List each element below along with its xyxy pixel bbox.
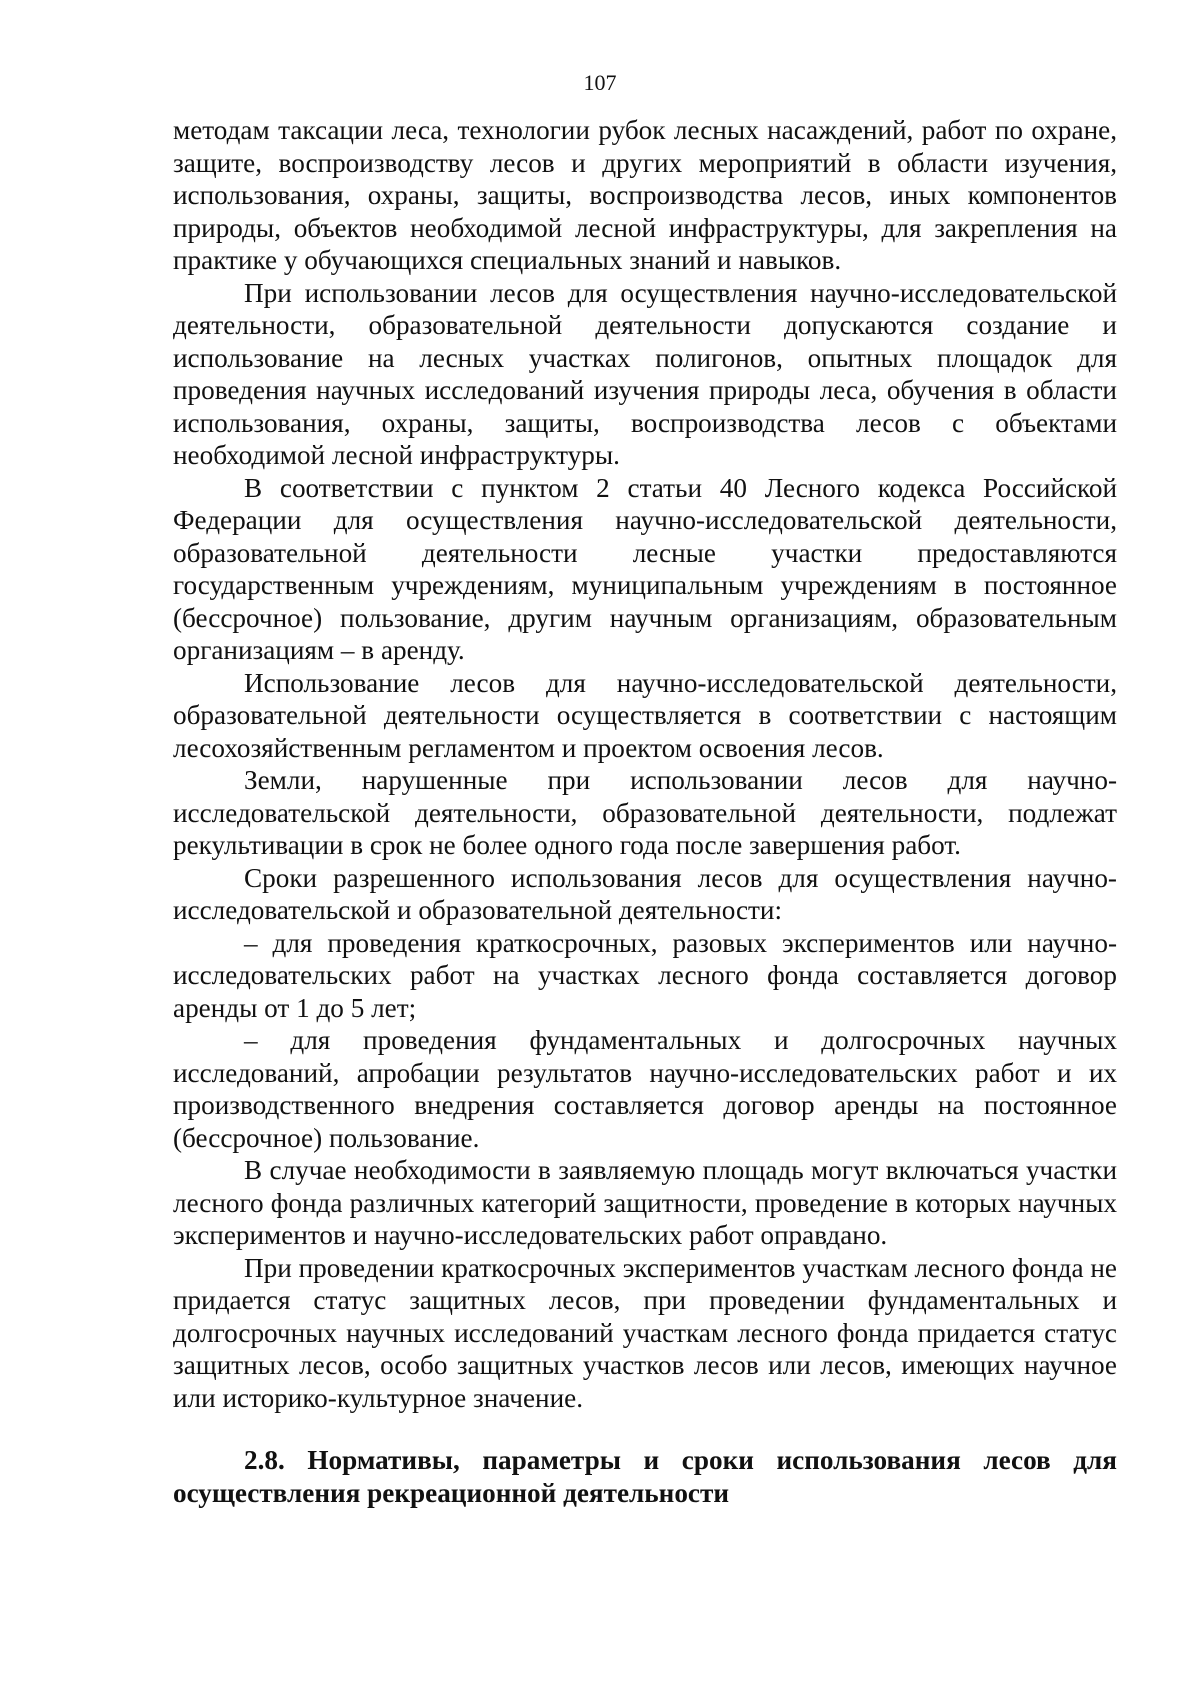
paragraph-research-use: При использовании лесов для осуществления научно-исследовательской деятельности, образовательной деятельности допускаются создание и использование на лесных участках полигонов, опытных площадок для проведения научных исследований изучения природы леса, обучения в области использования, охраны, защиты, воспроизводства лесов с объектами необходимой лесной инфраструктуры. (173, 277, 1117, 470)
paragraph-protective-status: При проведении краткосрочных экспериментов участкам лесного фонда не придается статус защитных лесов, при проведении фундаментальных и долгосрочных научных исследований участкам лесного фонда придается статус защитных лесов, особо защитных участков лесов или лесов, имеющих научное или историко-культурное значение. (173, 1252, 1117, 1413)
page-body (173, 114, 1117, 1509)
list-item-long-term: – для проведения фундаментальных и долгосрочных научных исследований, апробации результатов научно-исследовательских работ и их производственного внедрения составляется договор аренды на постоянное (бессрочное) пользование. (173, 1025, 1117, 1153)
paragraph-protection-categories: В случае необходимости в заявляемую площадь могут включаться участки лесного фонда различных категорий защитности, проведение в которых научных экспериментов и научно-исследовательских работ оправдано. (173, 1155, 1117, 1250)
paragraph-continuation: методам таксации леса, технологии рубок лесных насаждений, работ по охране, защите, воспроизводству лесов и других мероприятий в области изучения, использования, охраны, защиты, воспроизводства лесов, иных компонентов природы, объектов необходимой лесной инфраструктуры, для закрепления на практике у обучающихся специальных знаний и навыков. (173, 115, 1117, 275)
paragraph-forest-code: В соответствии с пунктом 2 статьи 40 Лесного кодекса Российской Федерации для осуществления научно-исследовательской деятельности, образовательной деятельности лесные участки предоставляются государственным учреждениям, муниципальным учреждениям в постоянное (бессрочное) пользование, другим научным организациям, образовательным организациям – в аренду. (173, 472, 1117, 665)
list-item-short-term: – для проведения краткосрочных, разовых экспериментов или научно-исследовательских работ на участках лесного фонда составляется договор аренды от 1 до 5 лет; (173, 927, 1117, 1023)
paragraph-regulation: Использование лесов для научно-исследовательской деятельности, образовательной деятельности осуществляется в соответствии с настоящим лесохозяйственным регламентом и проектом освоения лесов. (173, 667, 1117, 763)
paragraph-recultivation: Земли, нарушенные при использовании лесов для научно-исследовательской деятельности, образовательной деятельности, подлежат рекультивации в срок не более одного года после завершения работ. (173, 765, 1117, 860)
section-heading: 2.8. Нормативы, параметры и сроки использования лесов для осуществления рекреационной деятельности (173, 1445, 1117, 1508)
paragraph-terms: Сроки разрешенного использования лесов для осуществления научно-исследовательской и образовательной деятельности: (173, 862, 1117, 925)
page-number: 107 (583, 70, 617, 95)
